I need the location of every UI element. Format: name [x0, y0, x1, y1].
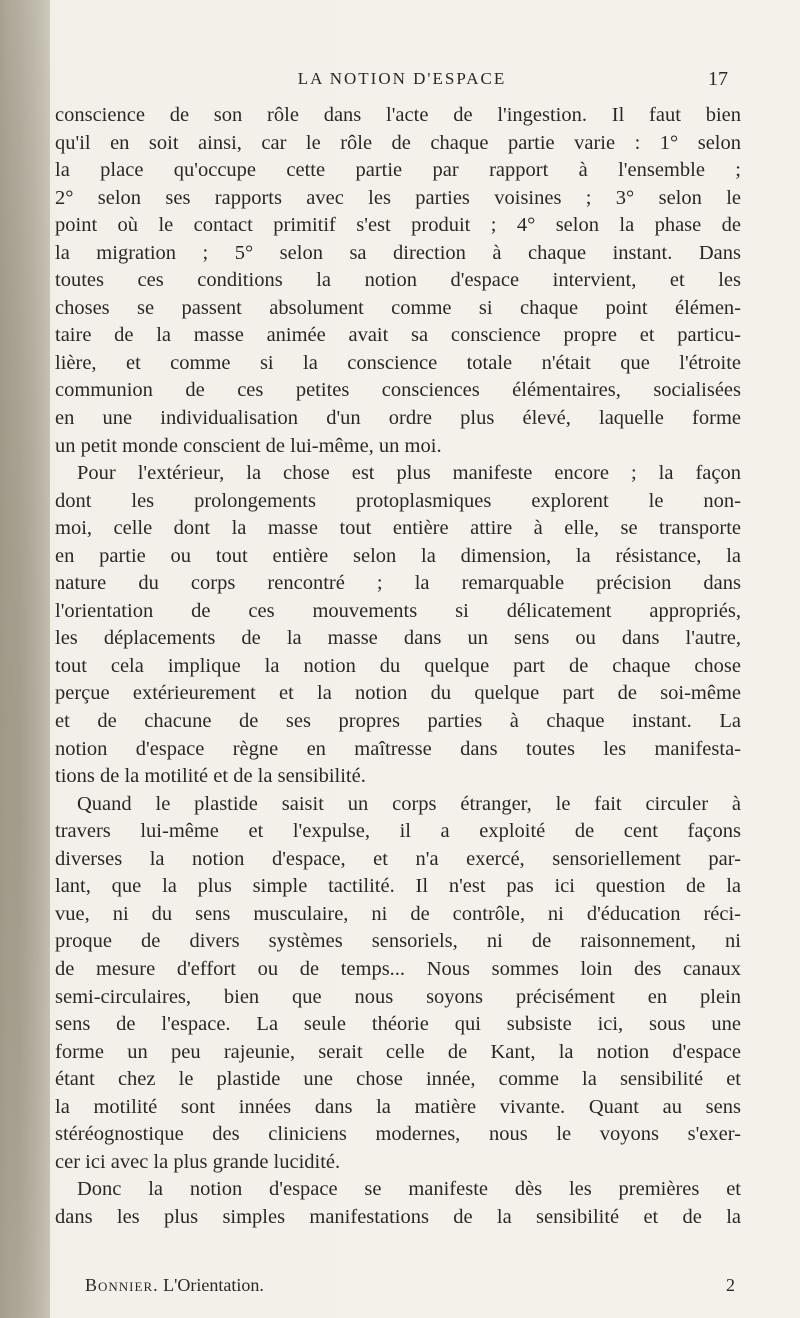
page-gutter — [0, 0, 50, 1318]
text-line: l'orientation de ces mouvements si délicatement appropriés, — [55, 599, 741, 622]
text-line: Quand le plastide saisit un corps étranger, le fait circuler à — [77, 792, 741, 815]
text-line: taire de la masse animée avait sa conscience propre et particu- — [55, 324, 741, 347]
text-line: Pour l'extérieur, la chose est plus manifeste encore ; la façon — [77, 462, 741, 485]
running-header — [0, 64, 800, 94]
text-line: et de chacune de ses propres parties à chaque instant. La — [55, 710, 741, 733]
text-line: en partie ou tout entière selon la dimension, la résistance, la — [55, 544, 741, 567]
text-line: communion de ces petites consciences élémentaires, socialisées — [55, 379, 741, 402]
text-line: Donc la notion d'espace se manifeste dès les premières et — [77, 1178, 741, 1201]
text-line: dont les prolongements protoplasmiques explorent le non- — [55, 489, 741, 512]
text-line: la migration ; 5° selon sa direction à chaque instant. Dans — [55, 241, 741, 264]
footer-book-title: L'Orientation. — [163, 1275, 264, 1295]
text-line: travers lui-même et l'expulse, il a exploité de cent façons — [55, 820, 741, 843]
text-line: diverses la notion d'espace, et n'a exercé, sensoriellement par- — [55, 847, 741, 870]
running-title: LA NOTION D'ESPACE — [297, 69, 507, 88]
text-line: qu'il en soit ainsi, car le rôle de chaque partie varie : 1° selon — [55, 131, 741, 154]
text-line: de mesure d'effort ou de temps... Nous sommes loin des canaux — [55, 957, 741, 980]
text-line: toutes ces conditions la notion d'espace intervient, et les — [55, 269, 741, 292]
text-line: un petit monde conscient de lui-même, un moi. — [55, 434, 442, 457]
text-line: lière, et comme si la conscience totale n'était que l'étroite — [55, 351, 741, 374]
text-line: proque de divers systèmes sensoriels, ni de raisonnement, ni — [55, 930, 741, 953]
footer-author: Bonnier. — [85, 1275, 159, 1295]
text-line: sens de l'espace. La seule théorie qui subsiste ici, sous une — [55, 1013, 741, 1036]
text-line: cer ici avec la plus grande lucidité. — [55, 1150, 341, 1173]
text-line: notion d'espace règne en maîtresse dans toutes les manifesta- — [55, 737, 741, 760]
text-line: en une individualisation d'un ordre plus élevé, laquelle forme — [55, 407, 741, 430]
text-line: stéréognostique des cliniciens modernes, nous le voyons s'exer- — [55, 1123, 741, 1146]
text-line: les déplacements de la masse dans un sens ou dans l'autre, — [55, 627, 741, 650]
text-line: choses se passent absolument comme si chaque point élémen- — [55, 296, 741, 319]
text-line: point où le contact primitif s'est produit ; 4° selon la phase de — [55, 214, 741, 237]
text-line: 2° selon ses rapports avec les parties voisines ; 3° selon le — [55, 186, 741, 209]
text-line: forme un peu rajeunie, serait celle de Kant, la notion d'espace — [55, 1040, 741, 1063]
text-line: semi-circulaires, bien que nous soyons précisément en plein — [55, 985, 741, 1008]
signature-mark: 2 — [726, 1275, 735, 1295]
text-line: la place qu'occupe cette partie par rapport à l'ensemble ; — [55, 159, 741, 182]
text-line: la motilité sont innées dans la matière vivante. Quant au sens — [55, 1095, 741, 1118]
text-line: étant chez le plastide une chose innée, comme la sensibilité et — [55, 1068, 741, 1091]
text-line: tions de la motilité et de la sensibilité. — [55, 765, 366, 788]
page-footer — [85, 1272, 735, 1298]
text-line: conscience de son rôle dans l'acte de l'ingestion. Il faut bien — [55, 104, 741, 126]
page-number: 17 — [708, 68, 728, 90]
text-line: vue, ni du sens musculaire, ni de contrôle, ni d'éducation réci- — [55, 902, 741, 925]
text-line: lant, que la plus simple tactilité. Il n'est pas ici question de la — [55, 875, 741, 898]
text-line: tout cela implique la notion du quelque part de chaque chose — [55, 654, 741, 677]
text-line: dans les plus simples manifestations de la sensibilité et de la — [55, 1205, 741, 1228]
text-line: perçue extérieurement et la notion du quelque part de soi-même — [55, 682, 741, 705]
text-line: moi, celle dont la masse tout entière attire à elle, se transporte — [55, 517, 741, 540]
text-line: nature du corps rencontré ; la remarquable précision dans — [55, 572, 741, 595]
body-text — [55, 102, 741, 1231]
